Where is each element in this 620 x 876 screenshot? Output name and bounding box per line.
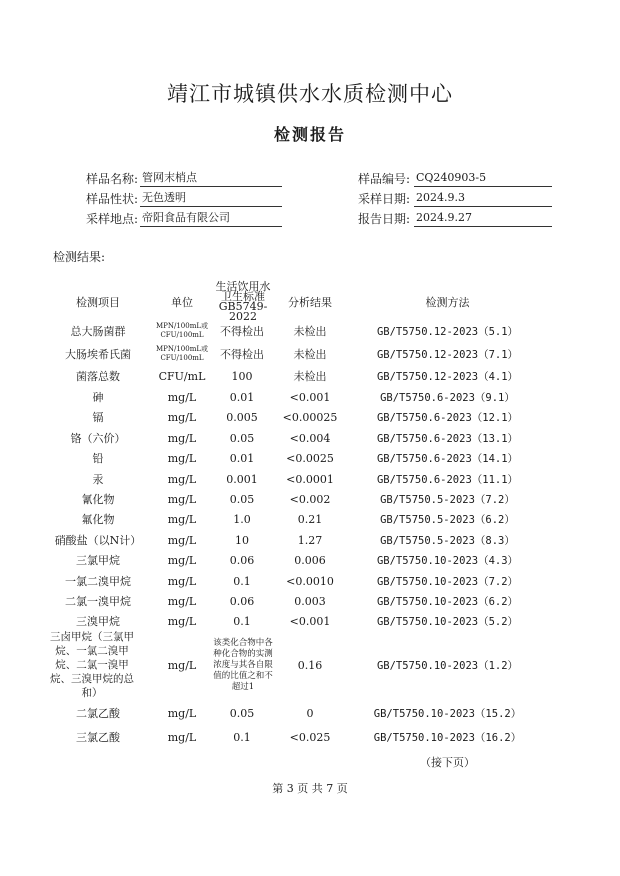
- cell-unit: MPN/100mL或CFU/100mL: [155, 322, 208, 339]
- cell-standard: 0.1: [233, 614, 251, 628]
- cell-item: 砷: [92, 391, 104, 404]
- cell-item: 铬（六价）: [70, 432, 126, 445]
- sampling-date-value: 2024.9.3: [414, 190, 552, 207]
- cell-method: GB/T5750.12-2023（4.1）: [376, 370, 519, 383]
- cell-item: 三溴甲烷: [76, 615, 120, 628]
- sample-name-label: 样品名称:: [85, 172, 138, 186]
- sample-number-label: 样品编号:: [357, 172, 410, 186]
- table-row: [0, 702, 620, 724]
- cell-result: 未检出: [293, 370, 327, 383]
- table-row: [0, 509, 620, 529]
- table-header: [0, 280, 620, 323]
- cell-method: GB/T5750.6-2023（14.1）: [376, 452, 519, 465]
- table-row: [0, 428, 620, 448]
- cell-result: <0.001: [289, 614, 331, 628]
- cell-unit: mg/L: [167, 730, 197, 744]
- cell-method: GB/T5750.6-2023（11.1）: [376, 473, 519, 486]
- cell-unit: mg/L: [167, 658, 197, 672]
- cell-result: <0.0010: [286, 574, 334, 588]
- cell-method: GB/T5750.10-2023（15.2）: [373, 707, 522, 720]
- cell-method: GB/T5750.5-2023（8.3）: [380, 534, 515, 547]
- cell-standard: 0.01: [229, 390, 255, 404]
- cell-result: <0.001: [289, 390, 331, 404]
- cell-unit: mg/L: [167, 390, 197, 404]
- table-row: [0, 726, 620, 748]
- cell-standard: 0.05: [229, 706, 255, 720]
- cell-item: 三氯乙酸: [76, 731, 120, 744]
- table-row: [0, 550, 620, 570]
- cell-item: 汞: [92, 473, 104, 486]
- sample-trait-value: 无色透明: [140, 190, 282, 207]
- report-date-label: 报告日期:: [357, 212, 410, 226]
- cell-result: <0.002: [289, 492, 331, 506]
- document-title: 检测报告: [273, 125, 346, 144]
- cell-result: 未检出: [293, 325, 327, 338]
- table-row: [0, 632, 620, 698]
- cell-unit: mg/L: [167, 533, 197, 547]
- results-heading: 检测结果:: [53, 250, 106, 264]
- header-unit: 单位: [171, 296, 193, 309]
- sample-number-value: CQ240903-5: [414, 170, 552, 187]
- cell-standard: 该类化合物中各种化合物的实测浓度与其各自限值的比值之和不超过1: [213, 637, 273, 692]
- cell-method: GB/T5750.10-2023（7.2）: [376, 575, 519, 588]
- table-row: [0, 387, 620, 407]
- header-standard: 生活饮用水卫生标准GB5749-2022: [215, 280, 271, 323]
- cell-standard: 0.06: [229, 594, 255, 608]
- header-method: 检测方法: [425, 296, 470, 309]
- organization-title: 靖江市城镇供水水质检测中心: [167, 82, 453, 106]
- header-item: 检测项目: [76, 296, 120, 309]
- cell-result: <0.00025: [282, 410, 338, 424]
- table-row: [0, 469, 620, 489]
- cell-result: 0.003: [294, 594, 326, 608]
- cell-unit: mg/L: [167, 574, 197, 588]
- cell-method: GB/T5750.6-2023（13.1）: [376, 432, 519, 445]
- cell-method: GB/T5750.5-2023（6.2）: [380, 513, 515, 526]
- cell-method: GB/T5750.12-2023（5.1）: [376, 325, 519, 338]
- cell-unit: mg/L: [167, 614, 197, 628]
- cell-standard: 不得检出: [220, 325, 264, 338]
- table-row: [0, 489, 620, 509]
- cell-result: <0.025: [289, 730, 331, 744]
- cell-standard: 100: [231, 369, 253, 383]
- cell-item: 大肠埃希氏菌: [65, 348, 131, 361]
- cell-method: GB/T5750.12-2023（7.1）: [376, 348, 519, 361]
- table-row: [0, 343, 620, 365]
- cell-unit: mg/L: [167, 472, 197, 486]
- cell-item: 二氯一溴甲烷: [65, 595, 131, 608]
- cell-method: GB/T5750.10-2023（6.2）: [376, 595, 519, 608]
- page-footer: 第 3 页 共 7 页: [272, 782, 348, 795]
- cell-unit: mg/L: [167, 451, 197, 465]
- cell-item: 氰化物: [81, 493, 115, 506]
- table-row: [0, 530, 620, 550]
- cell-method: GB/T5750.6-2023（9.1）: [380, 391, 515, 404]
- cell-unit: mg/L: [167, 512, 197, 526]
- cell-result: <0.0025: [286, 451, 334, 465]
- cell-standard: 0.05: [229, 492, 255, 506]
- cell-method: GB/T5750.10-2023（16.2）: [373, 731, 522, 744]
- cell-method: GB/T5750.5-2023（7.2）: [380, 493, 515, 506]
- sample-trait-label: 样品性状:: [85, 192, 138, 206]
- cell-item: 菌落总数: [76, 370, 120, 383]
- cell-item: 硝酸盐（以N计）: [54, 534, 142, 547]
- cell-unit: mg/L: [167, 410, 197, 424]
- cell-result: 0.006: [294, 553, 326, 567]
- cell-result: <0.004: [289, 431, 331, 445]
- cell-item: 铅: [92, 452, 104, 465]
- cell-method: GB/T5750.10-2023（1.2）: [376, 659, 519, 672]
- cell-result: <0.0001: [286, 472, 334, 486]
- cell-standard: 0.01: [229, 451, 255, 465]
- cell-standard: 0.005: [226, 410, 258, 424]
- table-row: [0, 591, 620, 611]
- table-row: [0, 320, 620, 342]
- header-result: 分析结果: [288, 296, 332, 309]
- cell-unit: CFU/mL: [158, 369, 206, 383]
- cell-method: GB/T5750.10-2023（4.3）: [376, 554, 519, 567]
- cell-item: 二氯乙酸: [76, 707, 120, 720]
- cell-item: 镉: [92, 411, 104, 424]
- cell-result: 未检出: [293, 348, 327, 361]
- continued-note: （接下页）: [420, 756, 475, 769]
- cell-unit: mg/L: [167, 553, 197, 567]
- cell-unit: mg/L: [167, 706, 197, 720]
- cell-unit: mg/L: [167, 431, 197, 445]
- cell-result: 0.21: [297, 512, 323, 526]
- cell-result: 1.27: [297, 533, 323, 547]
- cell-standard: 不得检出: [220, 348, 264, 361]
- cell-method: GB/T5750.10-2023（5.2）: [376, 615, 519, 628]
- cell-standard: 0.05: [229, 431, 255, 445]
- cell-item: 三卤甲烷（三氯甲烷、一氯二溴甲烷、二氯一溴甲烷、三溴甲烷的总和）: [50, 631, 134, 699]
- table-row: [0, 611, 620, 631]
- table-row: [0, 366, 620, 386]
- cell-method: GB/T5750.6-2023（12.1）: [376, 411, 519, 424]
- cell-standard: 0.1: [233, 730, 251, 744]
- cell-unit: mg/L: [167, 492, 197, 506]
- cell-standard: 1.0: [233, 512, 251, 526]
- cell-unit: MPN/100mL或CFU/100mL: [155, 345, 208, 362]
- sample-name-value: 管网末梢点: [140, 170, 282, 187]
- table-row: [0, 407, 620, 427]
- cell-unit: mg/L: [167, 594, 197, 608]
- cell-standard: 0.1: [233, 574, 251, 588]
- cell-standard: 0.06: [229, 553, 255, 567]
- table-row: [0, 571, 620, 591]
- table-row: [0, 448, 620, 468]
- cell-standard: 10: [235, 533, 249, 547]
- cell-item: 三氯甲烷: [76, 554, 120, 567]
- cell-result: 0.16: [297, 658, 323, 672]
- sample-site-label: 采样地点:: [85, 212, 138, 226]
- report-date-value: 2024.9.27: [414, 210, 552, 227]
- sample-site-value: 帝阳食品有限公司: [140, 210, 282, 227]
- cell-standard: 0.001: [226, 472, 258, 486]
- cell-item: 氟化物: [81, 513, 115, 526]
- cell-result: 0: [306, 706, 314, 720]
- cell-item: 总大肠菌群: [70, 325, 126, 338]
- sampling-date-label: 采样日期:: [357, 192, 410, 206]
- cell-item: 一氯二溴甲烷: [65, 575, 131, 588]
